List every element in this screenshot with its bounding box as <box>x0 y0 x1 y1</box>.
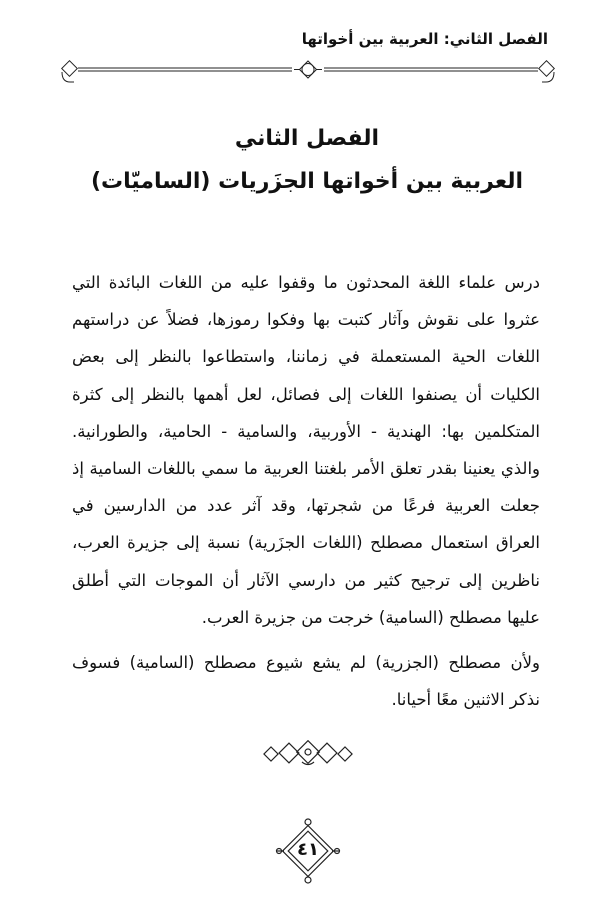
header-ornamental-rule <box>60 58 556 86</box>
paragraph-2: ولأن مصطلح (الجزرية) لم يشع شيوع مصطلح (السامية) فسوف نذكر الاثنين معًا أحيانا. <box>72 653 540 710</box>
section-divider-ornament <box>262 740 354 768</box>
chapter-title: الفصل الثاني <box>234 126 380 151</box>
page-number-badge <box>274 817 342 885</box>
chapter-subtitle: العربية بين أخواتها الجزَريات (الساميّات) <box>90 169 524 194</box>
running-header: الفصل الثاني: العربية بين أخواتها <box>301 30 548 48</box>
page-number: ٤١ <box>297 839 319 860</box>
body-text <box>72 264 540 718</box>
paragraph-1: درس علماء اللغة المحدثون ما وقفوا عليه من اللغات البائدة التي عثروا على نقوش وآثار كتبت بها وفكوا رموزها، فضلاً عن دراستهم اللغات الحية المستعملة في زماننا، واستطاعوا بالنظر إلى بعض الكليات أن يصنفوا اللغات إلى فصائل، لعل أهمها بالنظر إلى كثرة المتكلمين بها: الهندية - الأوربية، والسامية - الحامية، والطورانية. والذي يعنينا بقدر تعلق الأمر بلغتنا العربية ما سمي باللغات السامية إذ جعلت العربية فرعًا من شجرتها، وقد آثر عدد من الدارسين في العراق استعمال مصطلح (اللغات الجزَرية) نسبة إلى جزيرة العرب، ناظرين إلى ترجيح كثير من دارسي الآثار أن الموجات التي أطلق عليها مصطلح (السامية) خرجت من جزيرة العرب. <box>72 273 540 627</box>
